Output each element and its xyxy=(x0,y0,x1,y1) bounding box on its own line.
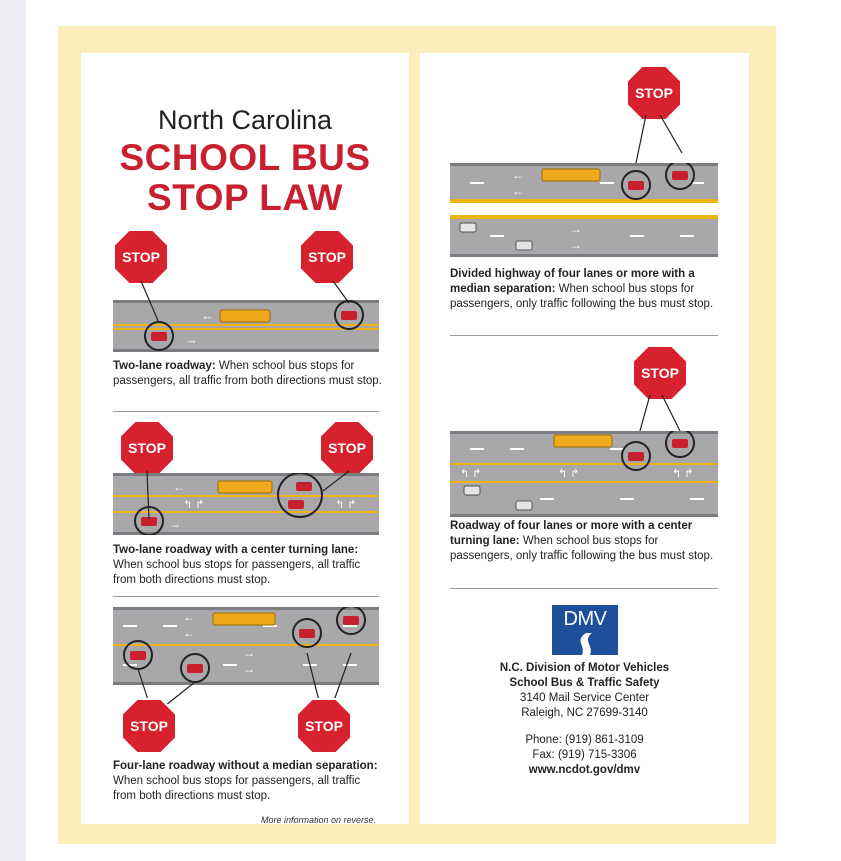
svg-text:↰ ↱: ↰ ↱ xyxy=(460,468,482,480)
svg-text:←: ← xyxy=(183,610,195,624)
svg-text:→: → xyxy=(243,646,255,660)
left-panel xyxy=(81,53,409,824)
dmv-logo-text: DMV xyxy=(563,608,607,630)
svg-text:STOP: STOP xyxy=(635,85,673,101)
road-divided-upper-diagram xyxy=(450,163,718,203)
svg-text:↰ ↱: ↰ ↱ xyxy=(183,499,205,511)
svg-text:←: ← xyxy=(183,626,195,640)
svg-text:STOP: STOP xyxy=(328,440,366,456)
divider xyxy=(113,411,379,412)
caption-divided-highway: Divided highway of four lanes or more with a median separation: When school bus stops for passengers, only traffic following the bus must stop. xyxy=(450,268,714,310)
svg-text:STOP: STOP xyxy=(128,440,166,456)
svg-text:→: → xyxy=(570,222,582,236)
contact-dept: School Bus & Traffic Safety xyxy=(509,677,660,689)
divider xyxy=(450,588,718,589)
title-line-2: STOP LAW xyxy=(147,177,343,218)
svg-text:STOP: STOP xyxy=(122,249,160,265)
svg-text:←: ← xyxy=(512,184,524,198)
brochure-frame xyxy=(58,26,776,844)
caption-four-lane-center-turn: Roadway of four lanes or more with a center turning lane: When school bus stops for passengers, only traffic following the bus must stop. xyxy=(450,520,714,562)
stop-sign-icon xyxy=(632,345,688,401)
contact-address-1: 3140 Mail Service Center xyxy=(519,692,650,704)
svg-text:↰ ↱: ↰ ↱ xyxy=(672,468,694,480)
road-divided-lower-diagram xyxy=(450,215,718,257)
caption-center-turn: Two-lane roadway with a center turning lane: When school bus stops for passengers, all traffic from both directions must stop. xyxy=(113,544,361,586)
svg-text:STOP: STOP xyxy=(641,365,679,381)
svg-text:←: ← xyxy=(173,480,185,494)
svg-text:←: ← xyxy=(201,308,214,323)
contact-address-2: Raleigh, NC 27699-3140 xyxy=(521,707,648,719)
svg-text:→: → xyxy=(570,238,582,252)
stop-sign-icon xyxy=(121,698,177,754)
contact-phone: Phone: (919) 861-3109 xyxy=(525,734,644,746)
road-four-lane-center-turn-diagram xyxy=(450,431,718,517)
sign-connector-lines xyxy=(113,463,379,523)
page-edge xyxy=(0,0,26,861)
svg-text:STOP: STOP xyxy=(308,249,346,265)
svg-text:↰ ↱: ↰ ↱ xyxy=(335,499,357,511)
svg-text:STOP: STOP xyxy=(130,718,168,734)
more-info-note: More information on reverse. xyxy=(261,815,377,825)
stop-sign-icon xyxy=(626,65,682,121)
caption-two-lane: Two-lane roadway: When school bus stops for passengers, all traffic from both directions must stop. xyxy=(113,360,382,387)
svg-text:↰ ↱: ↰ ↱ xyxy=(558,468,580,480)
contact-fax: Fax: (919) 715-3306 xyxy=(532,749,637,761)
svg-text:→: → xyxy=(169,517,181,531)
sign-connector-lines xyxy=(113,273,379,333)
divider xyxy=(113,596,379,597)
svg-text:→: → xyxy=(243,662,255,676)
title-state: North Carolina xyxy=(157,105,333,135)
svg-text:←: ← xyxy=(512,168,524,182)
stop-sign-icon xyxy=(296,698,352,754)
svg-text:→: → xyxy=(185,332,198,347)
svg-text:STOP: STOP xyxy=(305,718,343,734)
title-line-1: SCHOOL BUS xyxy=(119,137,371,178)
road-swoosh-icon xyxy=(552,631,618,655)
right-panel xyxy=(420,53,749,824)
caption-four-lane: Four-lane roadway without a median separation: When school bus stops for passengers, all traffic from both directions must stop. xyxy=(113,760,378,802)
dmv-logo xyxy=(552,605,618,655)
divider xyxy=(450,335,718,336)
contact-org: N.C. Division of Motor Vehicles xyxy=(499,662,670,674)
contact-website: www.ncdot.gov/dmv xyxy=(528,764,641,776)
